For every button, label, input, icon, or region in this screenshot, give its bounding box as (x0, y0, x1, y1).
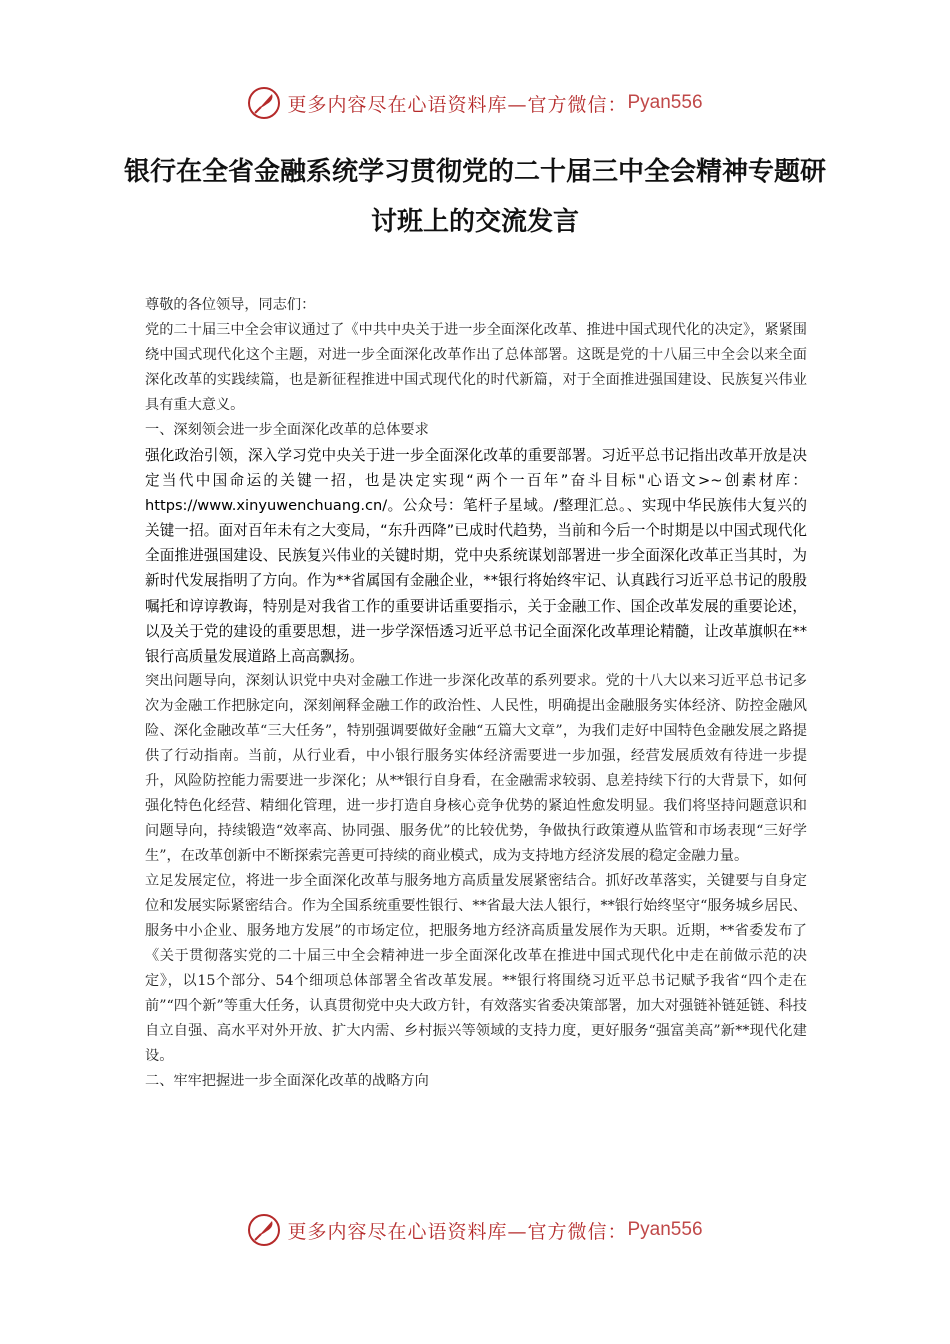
banner-wechat-id: Pyan556 (627, 92, 703, 113)
banner-wechat-id: Pyan556 (627, 1219, 703, 1240)
document-body (145, 293, 807, 1094)
paragraph-intro: 党的二十届三中全会审议通过了《中共中央关于进一步全面深化改革、推进中国式现代化的决定》，紧紧围绕中国式现代化这个主题，对进一步全面深化改革作出了总体部署。这既是党的十八届三中全会以来全面深化改革的实践续篇，也是新征程推进中国式现代化的时代新篇，对于全面推进强国建设、民族复兴伟业具有重大意义。 (145, 322, 807, 413)
greeting: 尊敬的各位领导，同志们： (145, 297, 316, 313)
quill-logo-icon (247, 1213, 281, 1247)
section-heading-2: 二、牢牢把握进一步全面深化改革的战略方向 (145, 1072, 429, 1089)
quill-logo-icon (247, 86, 281, 120)
document-title: 银行在全省金融系统学习贯彻党的二十届三中全会精神专题研讨班上的交流发言 (123, 157, 826, 237)
paragraph-development-position: 立足发展定位，将进一步全面深化改革与服务地方高质量发展紧密结合。抓好改革落实，关键要与自身定位和发展实际紧密结合。作为全国系统重要性银行、**省最大法人银行，**银行始终坚守“服务城乡居民、服务中小企业、服务地方发展”的市场定位，把服务地方经济高质量发展作为天职。近期，**省委发布了《关于贯彻落实党的二十届三中全会精神进一步全面深化改革在推进中国式现代化中走在前做示范的决定》，以15个部分、54个细项总体部署全省改革发展。**银行将围绕习近平总书记赋予我省“四个走在前”“四个新”等重大任务，认真贯彻党中央大政方针，有效落实省委决策部署，加大对强链补链延链、科技自立自强、高水平对外开放、扩大内需、乡村振兴等领域的支持力度，更好服务“强富美高”新**现代化建设。 (145, 872, 807, 1064)
banner-text: 更多内容尽在心语资料库—官方微信： (287, 1220, 628, 1243)
watermark-banner-bottom (0, 1210, 950, 1250)
paragraph-political-guidance: 强化政治引领，深入学习党中央关于进一步全面深化改革的重要部署。习近平总书记指出改革开放是决定当代中国命运的关键一招，也是决定实现“两个一百年”奋斗目标"心语文>~创素材库：https://www.xinyuwenchuang.cn/。公众号：笔杆子星域。/整理汇总。、实现中华民族伟大复兴的关键一招。面对百年未有之大变局，“东升西降”已成时代趋势，当前和今后一个时期是以中国式现代化全面推进强国建设、民族复兴伟业的关键时期，党中央系统谋划部署进一步全面深化改革正当其时，为新时代发展指明了方向。作为**省属国有金融企业，**银行将始终牢记、认真践行习近平总书记的殷殷嘱托和谆谆教诲，特别是对我省工作的重要讲话重要指示，关于金融工作、国企改革发展的重要论述，以及关于党的建设的重要思想，进一步学深悟透习近平总书记全面深化改革理论精髓，让改革旗帜在**银行高质量发展道路上高高飘扬。 (145, 447, 807, 665)
banner-text: 更多内容尽在心语资料库—官方微信： (287, 93, 628, 116)
section-heading-1: 一、深刻领会进一步全面深化改革的总体要求 (145, 422, 429, 438)
watermark-banner-top (0, 83, 950, 123)
paragraph-problem-orientation: 突出问题导向，深刻认识党中央对金融工作进一步深化改革的系列要求。党的十八大以来习近平总书记多次为金融工作把脉定向，深刻阐释金融工作的政治性、人民性，明确提出金融服务实体经济、防控金融风险、深化金融改革“三大任务”，特别强调要做好金融“五篇大文章”，为我们走好中国特色金融发展之路提供了行动指南。当前，从行业看，中小银行服务实体经济需要进一步加强，经营发展质效有待进一步提升，风险防控能力需要进一步深化；从**银行自身看，在金融需求较弱、息差持续下行的大背景下，如何强化特色化经营、精细化管理，进一步打造自身核心竞争优势的紧迫性愈发明显。我们将坚持问题意识和问题导向，持续锻造“效率高、协同强、服务优”的比较优势，争做执行政策遵从监管和市场表现“三好学生”，在改革创新中不断探索完善更可持续的商业模式，成为支持地方经济发展的稳定金融力量。 (145, 672, 807, 864)
